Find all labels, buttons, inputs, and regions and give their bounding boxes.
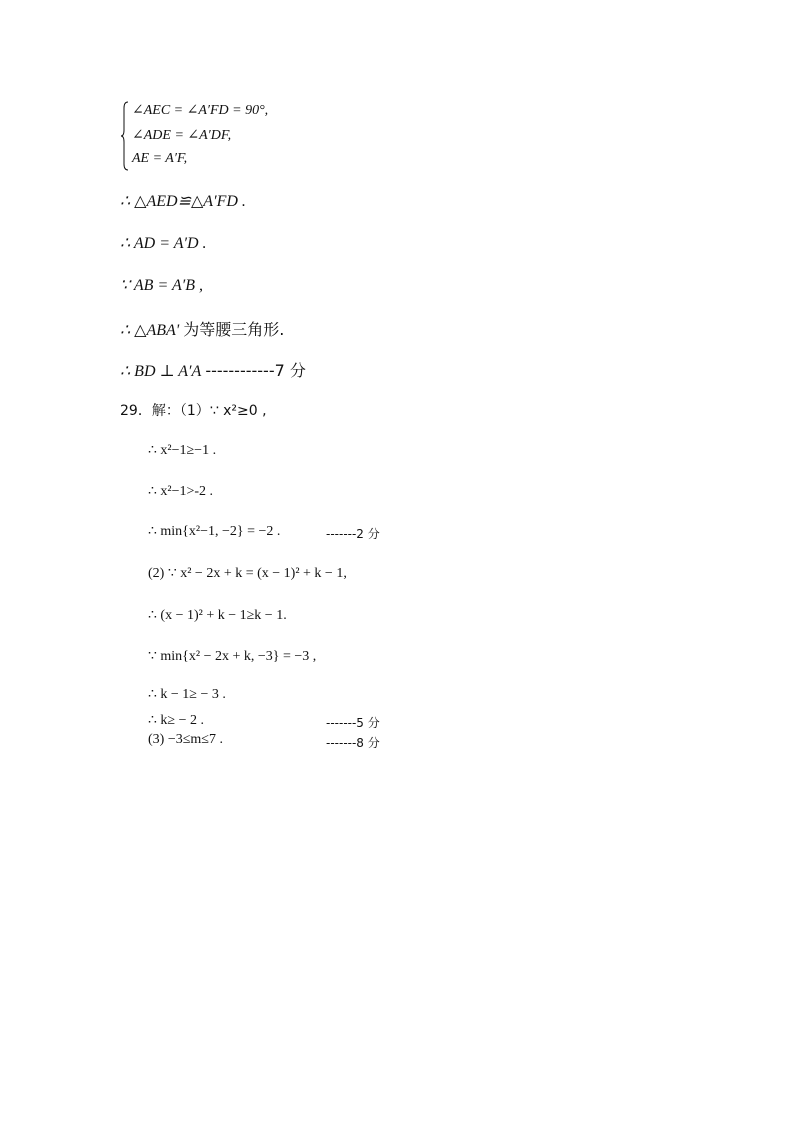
q29-step-9: (3) −3≤m≤7 . xyxy=(148,732,223,747)
system-line-2: ∠ADE = ∠A′DF, xyxy=(132,128,232,143)
score-2: -------2 分 xyxy=(326,527,380,541)
q29-step-5: ∴ (x − 1)² + k − 1≥k − 1. xyxy=(148,608,287,623)
q29-step-7: ∴ k − 1≥ − 3 . xyxy=(148,687,226,702)
q29-header: 29．解：（1）∵ x²≥0 , xyxy=(120,403,267,419)
proof-step-ab-equal: ∵ AB = A′B , xyxy=(120,277,203,294)
system-line-1: ∠AEC = ∠A′FD = 90°, xyxy=(132,103,269,118)
q29-step-3: ∴ min{x²−1, −2} = −2 . xyxy=(148,524,281,539)
score-5: -------5 分 xyxy=(326,716,380,730)
system-line-3: AE = A′F, xyxy=(132,151,188,166)
score-8: -------8 分 xyxy=(326,736,380,750)
q29-step-4: (2) ∵ x² − 2x + k = (x − 1)² + k − 1, xyxy=(148,566,347,581)
proof-step-isosceles xyxy=(120,317,284,340)
proof-step-perpendicular-math: ∴ BD ⊥ A′A xyxy=(120,363,202,380)
q29-step-2: ∴ x²−1>-2 . xyxy=(148,484,214,499)
proof-step-ad-equal: ∴ AD = A′D . xyxy=(120,235,207,252)
score-7: ------------7 分 xyxy=(205,361,306,380)
proof-step-isosceles-math: ∴ △ABA' xyxy=(120,322,180,339)
proof-step-isosceles-text: 为等腰三角形. xyxy=(183,320,285,339)
q29-step-6: ∵ min{x² − 2x + k, −3} = −3 , xyxy=(148,649,317,664)
equation-system xyxy=(120,100,300,172)
left-brace-icon xyxy=(120,100,130,172)
q29-step-8: ∴ k≥ − 2 . xyxy=(148,713,204,728)
q29-step-1: ∴ x²−1≥−1 . xyxy=(148,443,217,458)
proof-step-perpendicular xyxy=(120,358,306,381)
proof-step-congruent: ∴ △AED≌△A′FD . xyxy=(120,193,246,210)
